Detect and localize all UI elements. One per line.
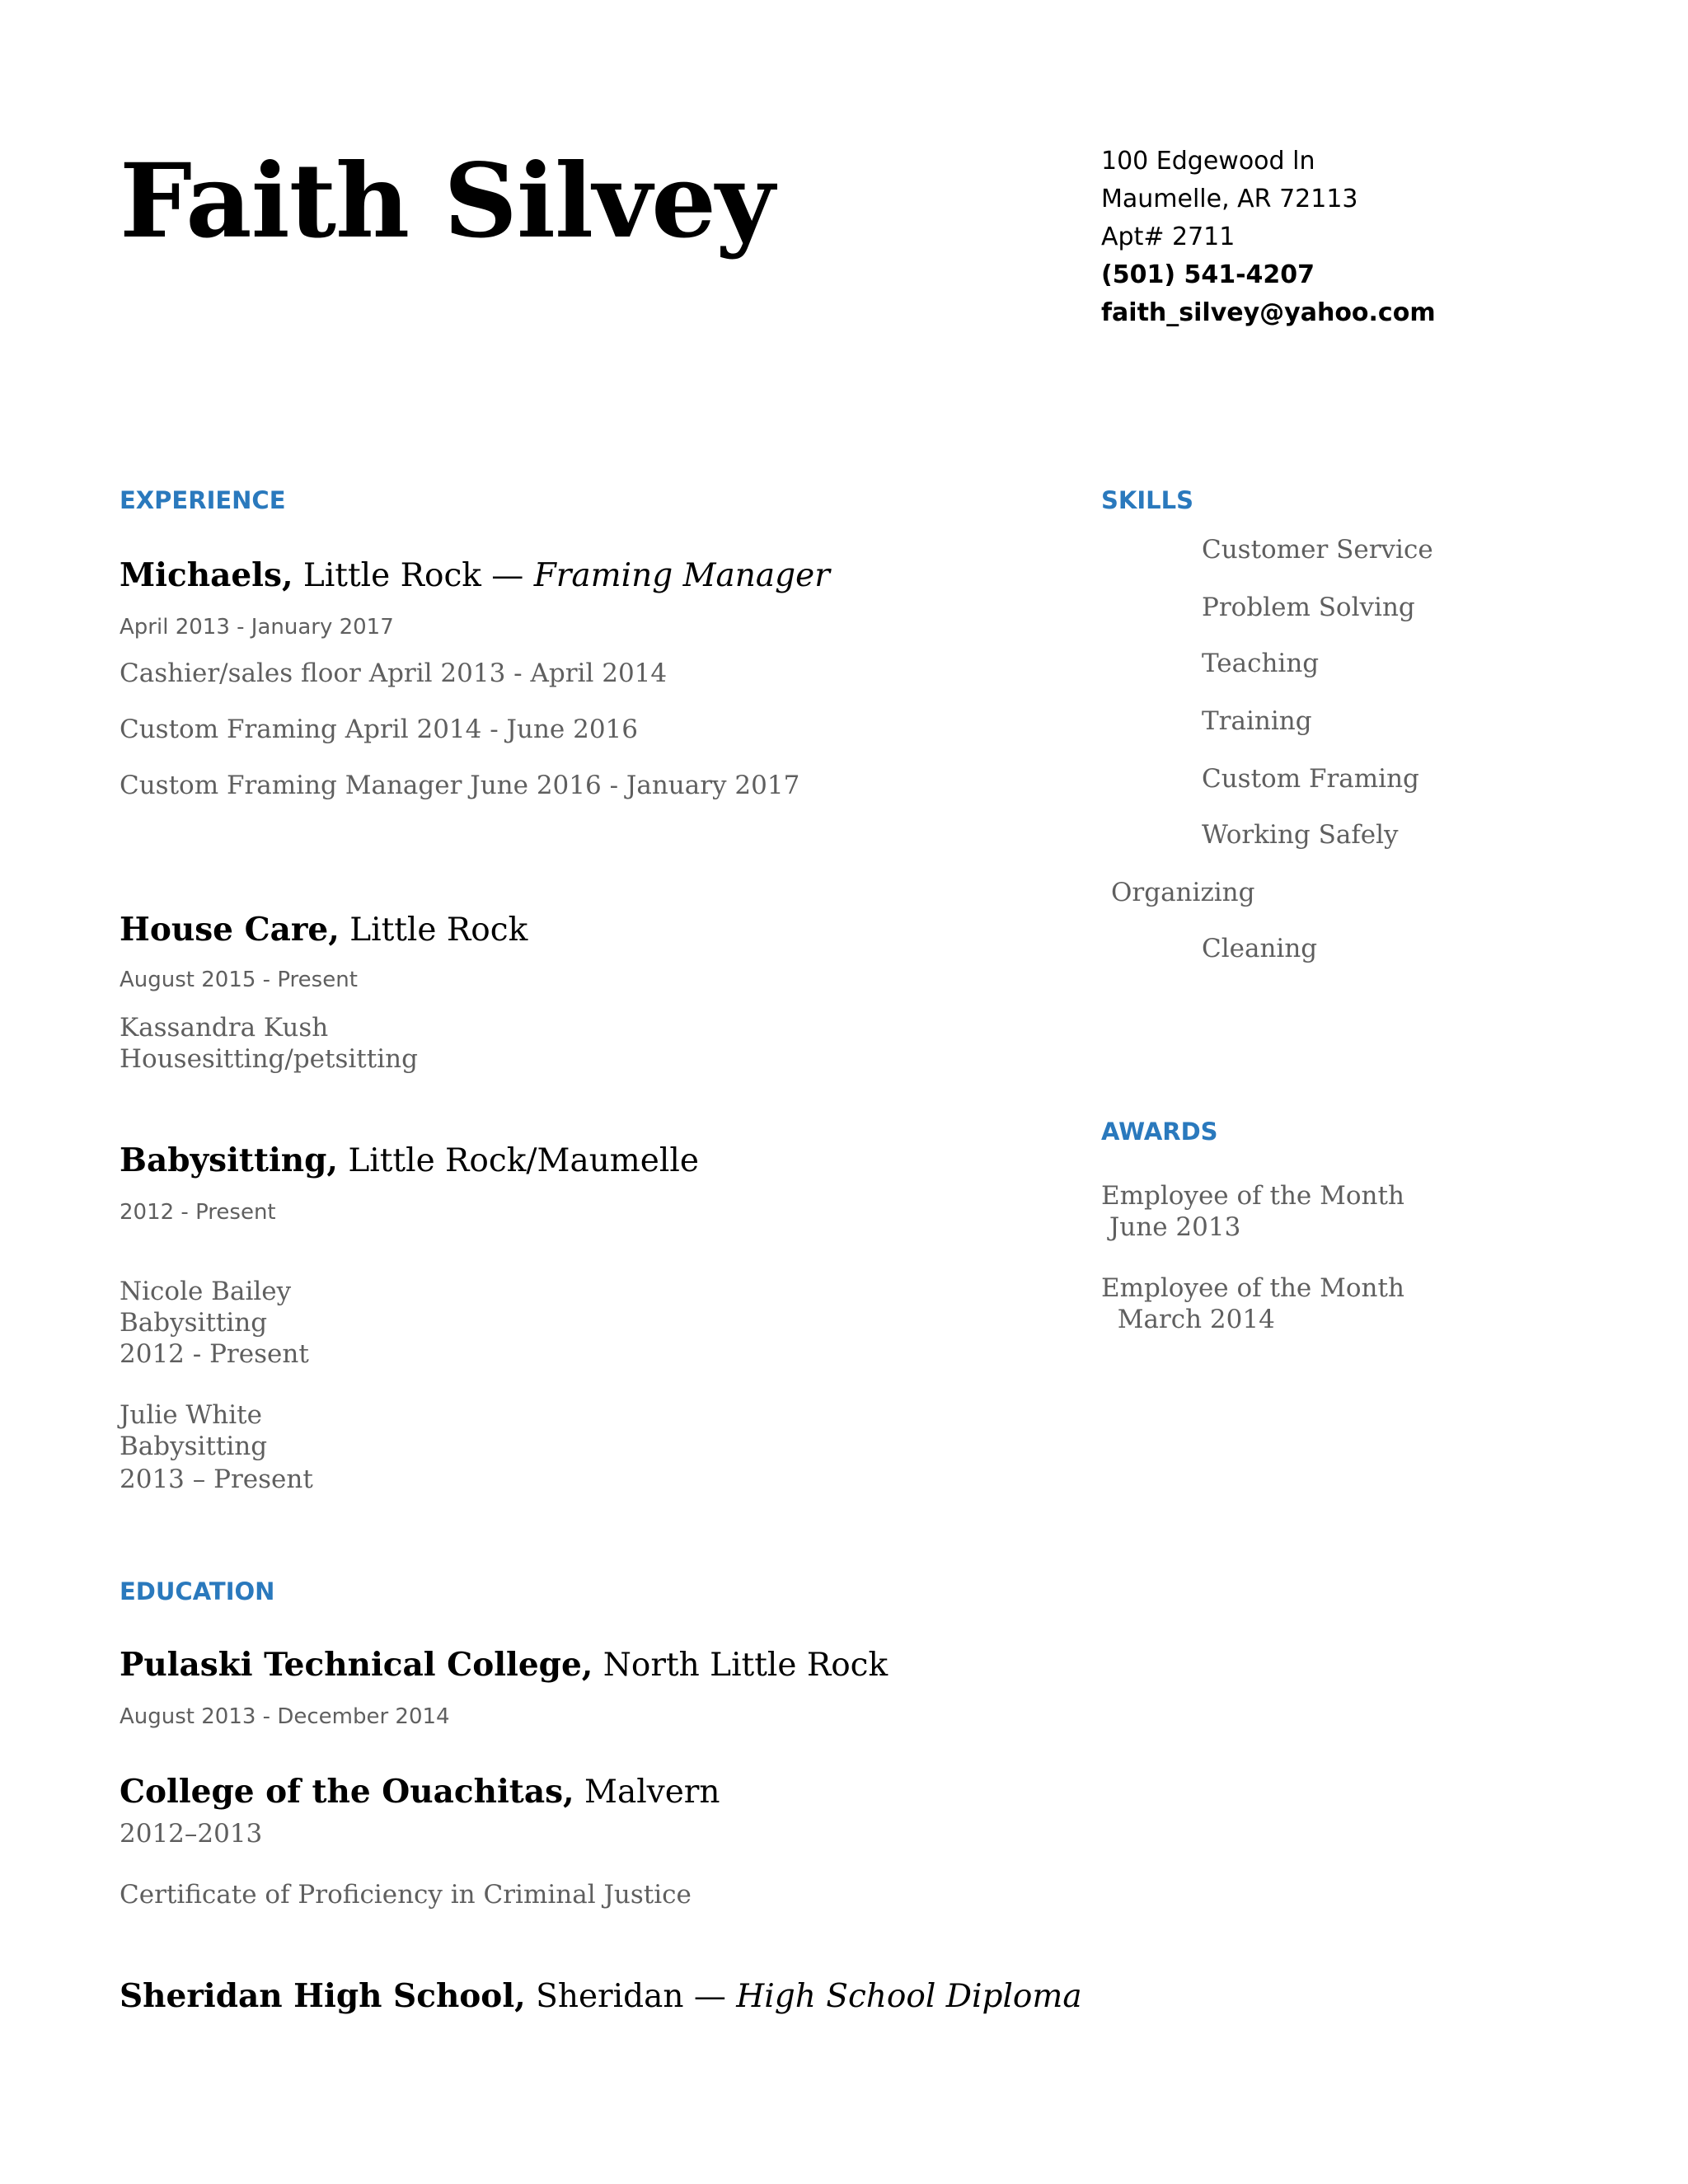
- skill-item: Teaching: [1202, 649, 1320, 678]
- skill-item: Problem Solving: [1202, 593, 1415, 622]
- job-detail-line: Housesitting/petsitting: [120, 1044, 418, 1074]
- school-title-ouachitas: [120, 1770, 720, 1814]
- client-name: Julie White: [120, 1400, 262, 1430]
- school-location: Malvern: [574, 1774, 720, 1811]
- school-title-sheridan: [120, 1975, 1082, 2018]
- school-title-pulaski: [120, 1643, 888, 1687]
- skill-item: Customer Service: [1202, 535, 1433, 565]
- job-dates: August 2015 - Present: [120, 968, 358, 992]
- skill-item: Custom Framing: [1202, 764, 1419, 794]
- client-role: Babysitting: [120, 1308, 268, 1338]
- skill-item: Training: [1202, 706, 1312, 736]
- address-line-3: Apt# 2711: [1101, 223, 1236, 251]
- education-heading: EDUCATION: [120, 1577, 275, 1605]
- address-line-2: Maumelle, AR 72113: [1101, 185, 1358, 213]
- job-title-michaels: [120, 554, 830, 598]
- school-name: Sheridan High School,: [120, 1977, 526, 2015]
- client-period: 2012 - Present: [120, 1339, 309, 1369]
- job-title-house-care: [120, 908, 528, 952]
- phone-number: (501) 541-4207: [1101, 260, 1315, 289]
- skill-item: Cleaning: [1202, 934, 1318, 963]
- job-detail-line: Cashier/sales floor April 2013 - April 2014: [120, 658, 668, 688]
- job-detail-line: Custom Framing April 2014 - June 2016: [120, 715, 639, 744]
- address-line-1: 100 Edgewood ln: [1101, 147, 1315, 176]
- school-name: College of the Ouachitas,: [120, 1773, 574, 1811]
- resume-name: Faith Silvey: [120, 142, 775, 261]
- job-location: Little Rock/Maumelle: [337, 1142, 699, 1179]
- job-detail-line: Custom Framing Manager June 2016 - January 2017: [120, 771, 800, 800]
- employer-name: Michaels,: [120, 556, 293, 594]
- job-dates: 2012 - Present: [120, 1200, 276, 1225]
- job-role: Framing Manager: [533, 557, 830, 594]
- school-dates: August 2013 - December 2014: [120, 1704, 450, 1729]
- award-title: Employee of the Month: [1101, 1273, 1404, 1303]
- client-name: Nicole Bailey: [120, 1277, 292, 1306]
- school-location: Sheridan —: [525, 1978, 737, 2015]
- email-address: faith_silvey@yahoo.com: [1101, 298, 1436, 327]
- skill-item: Organizing: [1111, 878, 1255, 907]
- job-detail-line: Kassandra Kush: [120, 1013, 329, 1043]
- skills-heading: SKILLS: [1101, 486, 1193, 514]
- school-dates: 2012–2013: [120, 1819, 263, 1849]
- award-title: Employee of the Month: [1101, 1181, 1404, 1211]
- experience-heading: EXPERIENCE: [120, 486, 286, 514]
- school-detail: Certificate of Proficiency in Criminal Justice: [120, 1880, 692, 1910]
- award-date: March 2014: [1101, 1305, 1275, 1334]
- skill-item: Working Safely: [1202, 820, 1399, 850]
- school-name: Pulaski Technical College,: [120, 1646, 593, 1684]
- school-location: North Little Rock: [593, 1647, 889, 1684]
- client-role: Babysitting: [120, 1432, 268, 1461]
- client-period: 2013 – Present: [120, 1465, 313, 1494]
- job-location: Little Rock: [339, 912, 528, 949]
- school-credential: High School Diploma: [736, 1978, 1082, 2015]
- award-date: June 2013: [1101, 1212, 1241, 1242]
- employer-name: House Care,: [120, 911, 340, 949]
- job-dates: April 2013 - January 2017: [120, 615, 394, 640]
- job-title-babysitting: [120, 1139, 699, 1183]
- awards-heading: AWARDS: [1101, 1118, 1218, 1146]
- employer-name: Babysitting,: [120, 1141, 338, 1179]
- job-location: Little Rock —: [293, 557, 534, 594]
